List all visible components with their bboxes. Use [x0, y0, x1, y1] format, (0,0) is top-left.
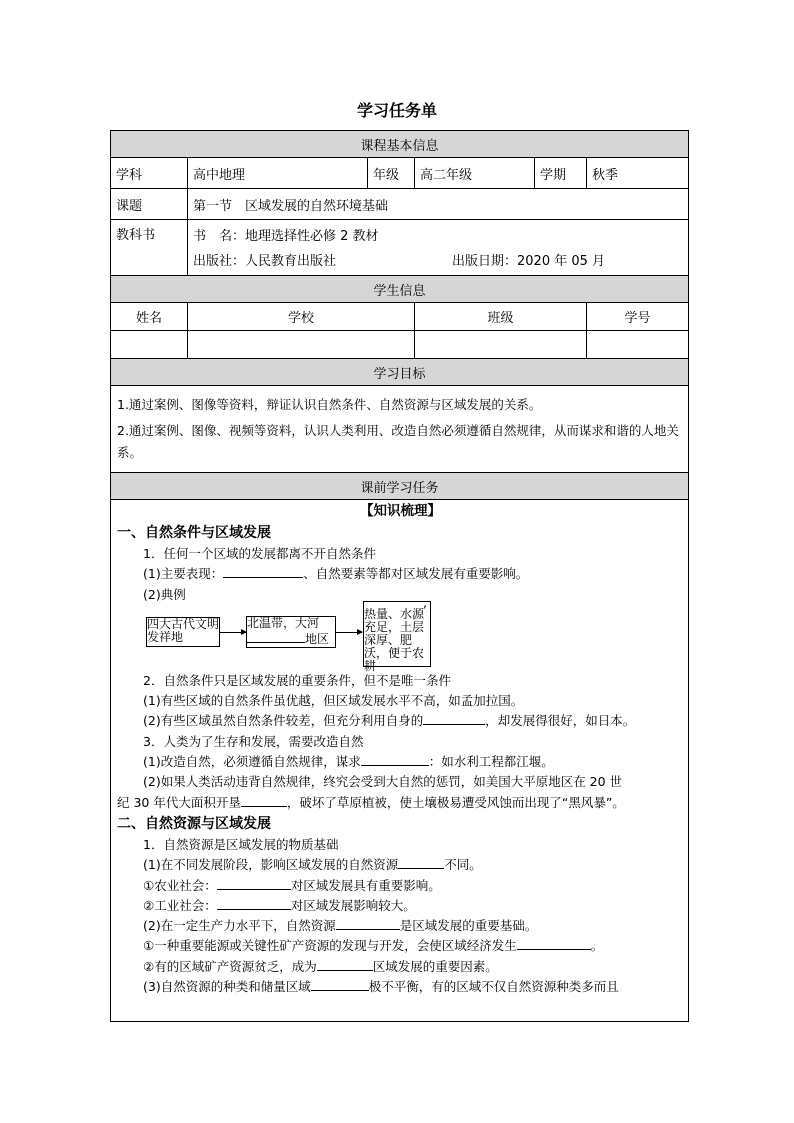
goal-1: 1.通过案例、图像等资料，辩证认识自然条件、自然资源与区域发展的关系。: [117, 397, 542, 412]
student-id-cell[interactable]: [587, 331, 689, 359]
grade-value: 高二年级: [415, 158, 535, 189]
fill-blank[interactable]: [247, 630, 305, 643]
section-header-goals: 学习目标: [111, 359, 689, 386]
topic-label: 课题: [111, 189, 188, 220]
s1-point-2a: (1)有些区域的自然条件虽优越，但区域发展水平不高，如孟加拉国。: [143, 693, 524, 709]
textbook-label: 教科书: [111, 220, 188, 276]
s2-circle-1: ①农业社会： 对区域发展具有重要影响。: [143, 877, 441, 893]
student-class-cell[interactable]: [415, 331, 587, 359]
pretask-content: [111, 500, 689, 1022]
student-name-cell[interactable]: [111, 331, 188, 359]
s2-circle-3: ①一种重要能源或关键性矿产资源的发现与开发，会使区域经济发生 。: [143, 938, 604, 954]
publisher: 出版社：人民教育出版社: [193, 253, 337, 269]
s2-circle-2: ②工业社会： 对区域发展影响较大。: [143, 897, 416, 913]
s2-point-1a: (1)在不同发展阶段，影响区域发展的自然资源 不同。: [143, 857, 482, 873]
grade-label: 年级: [368, 158, 415, 189]
s2-circle-4: ②有的区域矿产资源贫乏，成为 区域发展的重要因素。: [143, 958, 498, 974]
section-header-basic: 课程基本信息: [111, 131, 689, 158]
fill-blank[interactable]: [361, 752, 429, 766]
s1-point-1: 1．任何一个区域的发展都离不开自然条件: [143, 546, 376, 561]
civilization-diagram: [117, 595, 684, 673]
s1-point-1b: (2)典例: [143, 586, 186, 602]
term-label: 学期: [535, 158, 587, 189]
fill-blank[interactable]: [217, 876, 291, 890]
diagram-box-climate: 北温带，大河 地区: [246, 616, 336, 648]
goal-2: 2.通过案例、图像、视频等资料，认识人类利用、改造自然必须遵循自然规律，从而谋求和谐的人地关系。: [117, 423, 679, 460]
student-school-cell[interactable]: [188, 331, 415, 359]
publisher-row: [193, 249, 683, 274]
fill-blank[interactable]: [398, 855, 444, 869]
fill-blank[interactable]: [336, 916, 400, 930]
book-name: 书 名：地理选择性必修 2 教材: [193, 228, 379, 244]
goals-cell: [111, 386, 689, 473]
fill-blank[interactable]: [317, 957, 373, 971]
section-header-pretask: 课前学习任务: [111, 473, 689, 500]
term-value: 秋季: [587, 158, 689, 189]
student-id-header: 学号: [587, 303, 689, 331]
diagram-arrow-2: [336, 632, 362, 633]
student-class-header: 班级: [415, 303, 587, 331]
publish-date: 出版日期：2020 年 05 月: [452, 253, 606, 269]
learning-task-table: [110, 130, 689, 1022]
s1-point-3: 3．人类为了生存和发展，需要改造自然: [143, 733, 364, 749]
topic-value: 第一节 区域发展的自然环境基础: [188, 189, 689, 220]
diagram-box-conditions: , 热量、水源充足，土层深厚、肥沃，便于农耕: [363, 601, 431, 667]
document-title: 学习任务单: [356, 101, 437, 120]
subject-value: 高中地理: [188, 158, 368, 189]
fill-blank[interactable]: [241, 793, 287, 807]
s2-point-2: (2)在一定生产力水平下，自然资源 是区域发展的重要基础。: [143, 918, 538, 934]
fill-blank[interactable]: [423, 711, 485, 725]
fill-blank[interactable]: [311, 977, 369, 991]
s1-point-1a: (1)主要表现： 、自然要素等都对区域发展有重要影响。: [143, 566, 529, 582]
section-header-student: 学生信息: [111, 276, 689, 303]
s1-point-2: 2．自然条件只是区域发展的重要条件，但不是唯一条件: [143, 672, 451, 688]
s2-point-3: (3)自然资源的种类和储量区域 极不平衡，有的区域不仅自然资源种类多而且: [143, 979, 619, 995]
s1-point-3b-line2: 纪 30 年代大面积开垦 ，破坏了草原植被，使土壤极易遭受风蚀而出现了“黑风暴”。: [117, 794, 625, 810]
section-2-title: 二、自然资源与区域发展: [117, 815, 271, 832]
diagram-arrow-1: [220, 632, 246, 633]
student-school-header: 学校: [188, 303, 415, 331]
s1-point-3a: (1)改造自然，必须遵循自然规律，谋求 ：如水利工程都江堰。: [143, 754, 554, 770]
fill-blank[interactable]: [517, 936, 591, 950]
fill-blank[interactable]: [217, 896, 291, 910]
section-1-title: 一、自然条件与区域发展: [117, 525, 271, 541]
subject-label: 学科: [111, 158, 188, 189]
knowledge-heading: 【知识梳理】: [360, 503, 442, 519]
s2-point-1: 1．自然资源是区域发展的物质基础: [143, 836, 339, 852]
student-name-header: 姓名: [111, 303, 188, 331]
textbook-info: [188, 220, 689, 276]
s1-point-2b: (2)有些区域虽然自然条件较差，但充分利用自身的 ，却发展得很好，如日本。: [143, 713, 636, 729]
diagram-box-civilizations: 四大古代文明发祥地: [146, 617, 220, 647]
s1-point-3b-line1: (2)如果人类活动违背自然规律，终究会受到大自然的惩罚，如美国大平原地区在 20 世: [143, 774, 623, 790]
fill-blank[interactable]: [223, 564, 303, 578]
